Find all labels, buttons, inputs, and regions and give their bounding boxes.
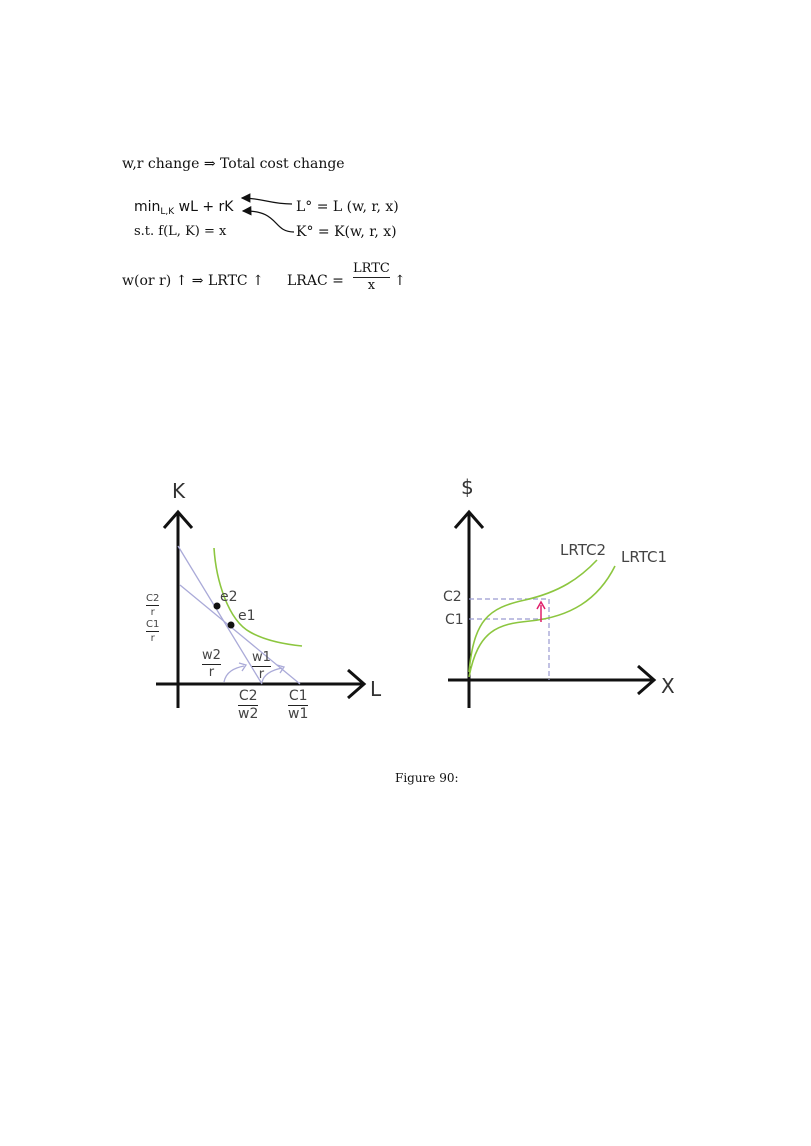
lrtc2-label: LRTC2 <box>560 541 606 559</box>
y-intercept-2-den: r <box>150 607 155 618</box>
lrtc-diagram <box>0 460 811 760</box>
x-intercept-1-num: C1 <box>288 688 308 704</box>
figure-caption: Figure 90: <box>395 771 459 785</box>
lrtc1-label: LRTC1 <box>621 548 667 566</box>
capital-demand: K° = K(w, r, x) <box>296 224 397 240</box>
arrow-capital <box>243 211 294 232</box>
lrtc2-curve <box>469 560 597 672</box>
slope-1-num: w1 <box>252 650 271 665</box>
point-e2-label: e2 <box>220 589 238 605</box>
lrtc1-curve <box>469 566 615 677</box>
min-objective: wL + rK <box>174 199 234 215</box>
labor-demand: L° = L (w, r, x) <box>296 199 399 215</box>
y-intercept-1-num: C1 <box>146 619 160 630</box>
x-axis-label: X <box>661 674 675 698</box>
slope-2-den: r <box>208 665 215 681</box>
demand-arrows <box>0 0 811 300</box>
constraint: s.t. f(L, K) = x <box>134 224 227 239</box>
x-intercept-2-den: w2 <box>238 706 259 723</box>
x-intercept-1-den: w1 <box>288 706 309 723</box>
lrac-up-arrow: ↑ <box>394 273 406 289</box>
price-increase: w(or r) ↑ ⇒ LRTC ↑ <box>122 273 264 289</box>
l-axis-label: L <box>370 677 382 701</box>
dollar-axis-label: $ <box>461 475 474 499</box>
lrac-numerator: LRTC <box>353 261 390 276</box>
point-e1-label: e1 <box>238 608 256 624</box>
lrac-label: LRAC = <box>287 273 344 289</box>
min-subscript: L,K <box>160 207 175 217</box>
c1-label: C1 <box>445 612 464 628</box>
min-label: min <box>134 199 161 215</box>
x-intercept-2-num: C2 <box>238 688 258 704</box>
arrow-labor <box>242 198 292 204</box>
c2-label: C2 <box>443 589 462 605</box>
slope-1-den: r <box>258 667 265 683</box>
y-intercept-1-den: r <box>150 633 155 644</box>
k-axis-label: K <box>172 479 186 503</box>
lrac-denominator: x <box>367 278 376 294</box>
cost-change-line: w,r change ⇒ Total cost change <box>122 156 345 172</box>
y-intercept-2-num: C2 <box>146 593 160 604</box>
lrac-fraction <box>353 262 390 294</box>
slope-2-num: w2 <box>202 648 221 663</box>
